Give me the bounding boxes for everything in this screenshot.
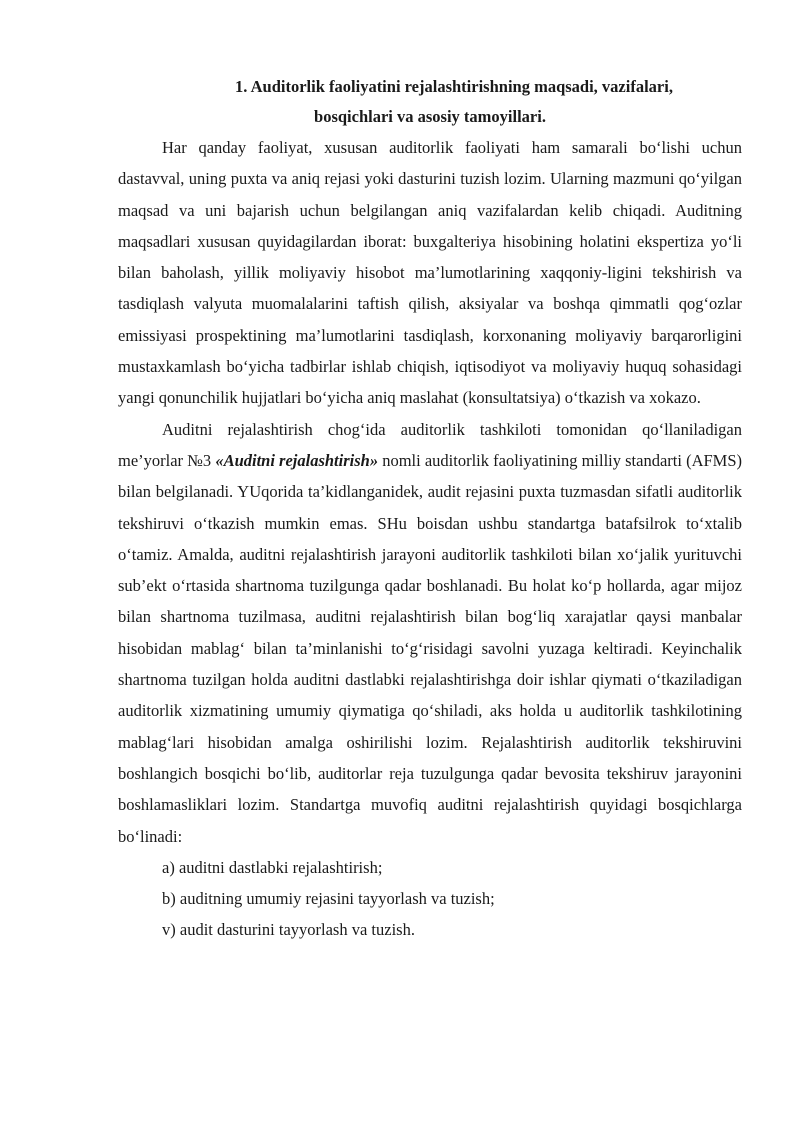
paragraph-2-lead: Auditni rejalashtirish chog‘ida auditorlik tashkiloti tomonidan qo‘llaniladigan me’yorlar №3 [118, 419, 742, 470]
standard-name-emphasis: «Auditni rejalashtirish» [215, 450, 379, 470]
paragraph-2 [118, 414, 742, 852]
list-item-b: b) auditning umumiy rejasini tayyorlash va tuzish; [162, 889, 495, 909]
paragraph-2-rest: nomli auditorlik faoliyatining milliy standarti (AFMS) bilan belgilanadi. YUqorida ta’kidlanganidek, audit rejasini puxta tuzmasdan sifatli auditorlik tekshiruvi o‘tkazish mumkin emas. SHu boisdan ushbu standartga batafsilrok to‘xtalib o‘tamiz. Amalda, auditni rejalashtirish jarayoni auditorlik tashkiloti bilan xo‘jalik yurituvchi sub’ekt o‘rtasida shartnoma tuzilgunga qadar boshlanadi. Bu holat ko‘p hollarda, agar mijoz bilan shartnoma tuzilmasa, auditni rejalashtirish bilan bog‘liq xarajatlar qaysi manbalar hisobidan mablag‘ bilan ta’minlanishi to‘g‘risidagi savolni yuzaga keltiradi. Keyinchalik shartnoma tuzilgan holda auditni dastlabki rejalashtirishga doir ishlar qiymati o‘tkaziladigan auditorlik xizmatining umumiy qiymatiga qo‘shiladi, aks holda u auditorlik tashkilotining mablag‘lari hisobidan amalga oshirilishi lozim. Rejalashtirish auditorlik tekshiruvini boshlangich bosqichi bo‘lib, auditorlar reja tuzulgunga qadar bevosita tekshiruv jarayonini boshlamasliklari lozim. Standartga muvofiq auditni rejalashtirish quyidagi bosqichlarga bo‘linadi: [118, 450, 742, 846]
list-item-a: a) auditni dastlabki rejalashtirish; [162, 857, 383, 877]
paragraph-1: Har qanday faoliyat, xususan auditorlik faoliyati ham samarali bo‘lishi uchun dastavval, uning puxta va aniq rejasi yoki dasturini tuzish lozim. Ularning mazmuni qo‘yilgan maqsad va uni bajarish uchun belgilangan aniq vazifalardan kelib chiqadi. Auditning maqsadlari xususan quyidagilardan iborat: buxgalteriya hisobining holatini ekspertiza yo‘li bilan baholash, yillik moliyaviy hisobot ma’lumotlarining xaqqoniy-ligini tekshirish va tasdiqlash valyuta muomalalarini taftish qilish, aksiyalar va boshqa qimmatli qog‘ozlar emissiyasi prospektining ma’lumotlarini tasdiqlash, korxonaning moliyaviy barqarorligini mustaxkamlash bo‘yicha tadbirlar ishlab chiqish, iqtisodiyot va moliyaviy huquq sohasidagi yangi qonunchilik hujjatlari bo‘yicha aniq maslahat (konsultatsiya) o‘tkazish va xokazo. [118, 138, 742, 408]
section-title [118, 72, 742, 132]
list-item-v: v) audit dasturini tayyorlash va tuzish. [162, 920, 415, 940]
document-content [118, 72, 742, 946]
section-title-line-2: bosqichlari va asosiy tamoyillari. [314, 107, 546, 126]
section-title-line-1: 1. Auditorlik faoliyatini rejalashtirishning maqsadi, vazifalari, [235, 77, 673, 96]
